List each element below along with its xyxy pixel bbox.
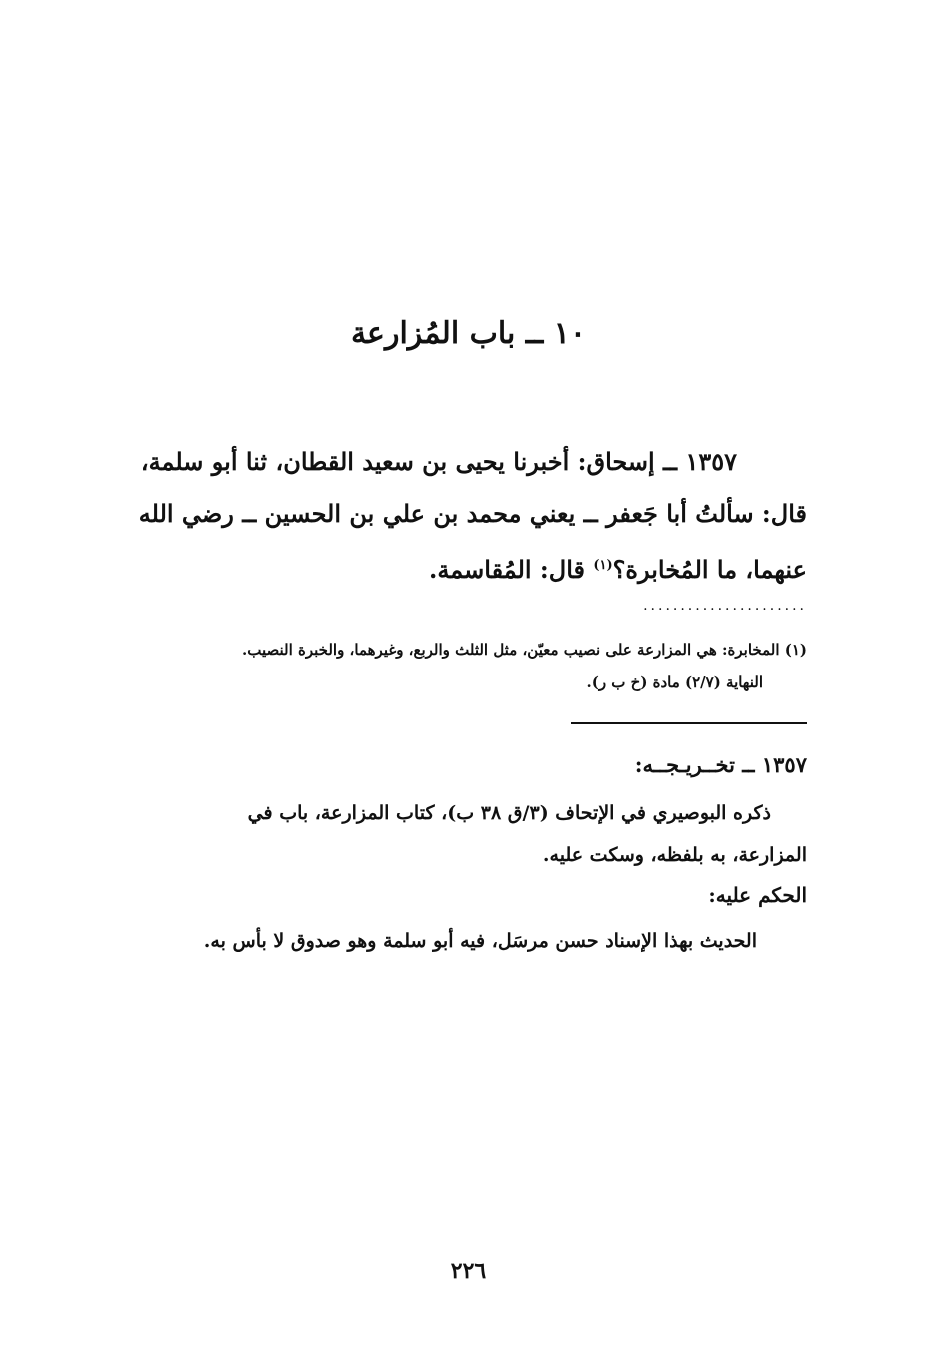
takhrij-line-1: ذكره البوصيري في الإتحاف (٣/ق ٣٨ ب)، كتاب المزارعة، باب في [247, 802, 771, 824]
section-divider [571, 722, 807, 724]
page-number: ٢٢٦ [450, 1258, 487, 1284]
hadith-line-2: قال: سألتُ أبا جَعفر ــ يعني محمد بن علي بن الحسين ــ رضي الله [138, 499, 807, 528]
footnote-separator-dots: ...................... [643, 598, 807, 614]
footnote-reference: (١) [593, 558, 613, 573]
takhrij-text [77, 792, 807, 876]
hadith-line-1: ١٣٥٧ ــ إسحاق: أخبرنا يحيى بن سعيد القطان، ثنا أبو سلمة، [140, 447, 737, 476]
footnote-line-2: النهاية (٢/٧) مادة (خ ب ر). [586, 673, 763, 691]
footnote [77, 634, 807, 698]
footnote-line-1: (١) المخابرة: هي المزارعة على نصيب معيّن، مثل الثلث والربع، وغيرهما، والخبرة النصيب. [242, 641, 807, 659]
takhrij-heading: ١٣٥٧ ــ تخــريـجــه: [634, 752, 807, 777]
ruling-text: الحديث بهذا الإسناد حسن مرسَل، فيه أبو سلمة وهو صدوق لا بأس به. [203, 930, 757, 952]
takhrij-line-2: المزارعة، به بلفظه، وسكت عليه. [542, 844, 807, 866]
ruling-heading: الحكم عليه: [708, 883, 807, 907]
hadith-line-3 [77, 540, 807, 596]
chapter-title: ١٠ ــ باب المُزارعة [350, 316, 587, 351]
hadith-line-3-end: قال: المُقاسمة. [429, 555, 594, 584]
hadith-text [77, 436, 807, 596]
hadith-line-3-start: عنهما، ما المُخابرة؟ [612, 555, 807, 584]
